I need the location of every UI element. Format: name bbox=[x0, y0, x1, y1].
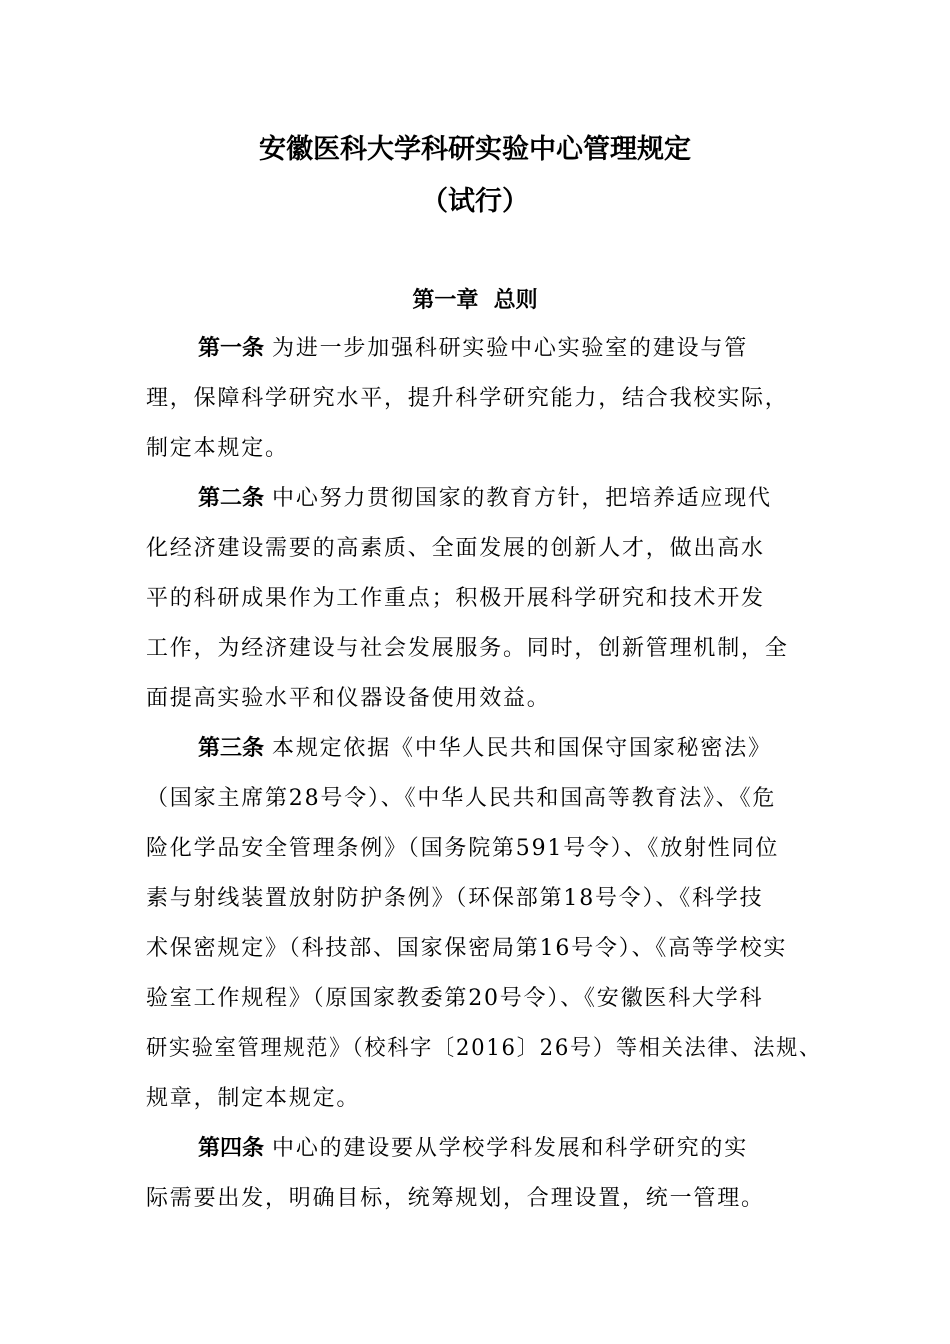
document-title: 安徽医科大学科研实验中心管理规定 bbox=[259, 134, 691, 165]
article-2-text-2: 化经济建设需要的高素质、全面发展的创新人才，做出高水 bbox=[146, 536, 765, 561]
article-3-line-1 bbox=[198, 731, 772, 767]
article-3-text-5: 术保密规定》（科技部、国家保密局第16号令）、《高等学校实 bbox=[146, 936, 788, 961]
article-4-label: 第四条 bbox=[198, 1136, 265, 1161]
article-3-text-4: 素与射线装置放射防护条例》（环保部第18号令）、《科学技 bbox=[146, 886, 764, 911]
article-3-text-7: 研实验室管理规范》（校科字〔2016〕26号）等相关法律、法规、 bbox=[146, 1036, 822, 1061]
article-3-text-8: 规章，制定本规定。 bbox=[146, 1086, 361, 1111]
document-subtitle: （试行） bbox=[421, 186, 529, 217]
article-3-label: 第三条 bbox=[198, 736, 265, 761]
article-3-text-2: （国家主席第28号令）、《中华人民共和国高等教育法》、《危 bbox=[146, 786, 777, 811]
article-1-text-1: 为进一步加强科研实验中心实验室的建设与管 bbox=[272, 336, 749, 361]
article-2-line-1 bbox=[198, 481, 772, 517]
article-1-text-2: 理，保障科学研究水平，提升科学研究能力，结合我校实际， bbox=[146, 386, 789, 411]
article-2-label: 第二条 bbox=[198, 486, 265, 511]
article-1-label: 第一条 bbox=[198, 336, 265, 361]
article-4-text-2: 际需要出发，明确目标，统筹规划，合理设置，统一管理。 bbox=[146, 1186, 765, 1211]
article-2-text-1: 中心努力贯彻国家的教育方针，把培养适应现代 bbox=[272, 486, 772, 511]
article-3-text-3: 险化学品安全管理条例》（国务院第591号令）、《放射性同位 bbox=[146, 836, 780, 861]
article-1-line-1 bbox=[198, 331, 748, 367]
article-2-text-4: 工作，为经济建设与社会发展服务。同时，创新管理机制，全 bbox=[146, 636, 789, 661]
article-3-text-6: 验室工作规程》（原国家教委第20号令）、《安徽医科大学科 bbox=[146, 986, 764, 1011]
article-3-text-1: 本规定依据《中华人民共和国保守国家秘密法》 bbox=[272, 736, 772, 761]
chapter-heading: 第一章 总则 bbox=[412, 288, 538, 313]
article-4-text-1: 中心的建设要从学校学科发展和科学研究的实 bbox=[272, 1136, 749, 1161]
article-2-text-5: 面提高实验水平和仪器设备使用效益。 bbox=[146, 686, 551, 711]
article-2-text-3: 平的科研成果作为工作重点；积极开展科学研究和技术开发 bbox=[146, 586, 765, 611]
article-4-line-1 bbox=[198, 1131, 748, 1167]
article-1-text-3: 制定本规定。 bbox=[146, 436, 289, 461]
